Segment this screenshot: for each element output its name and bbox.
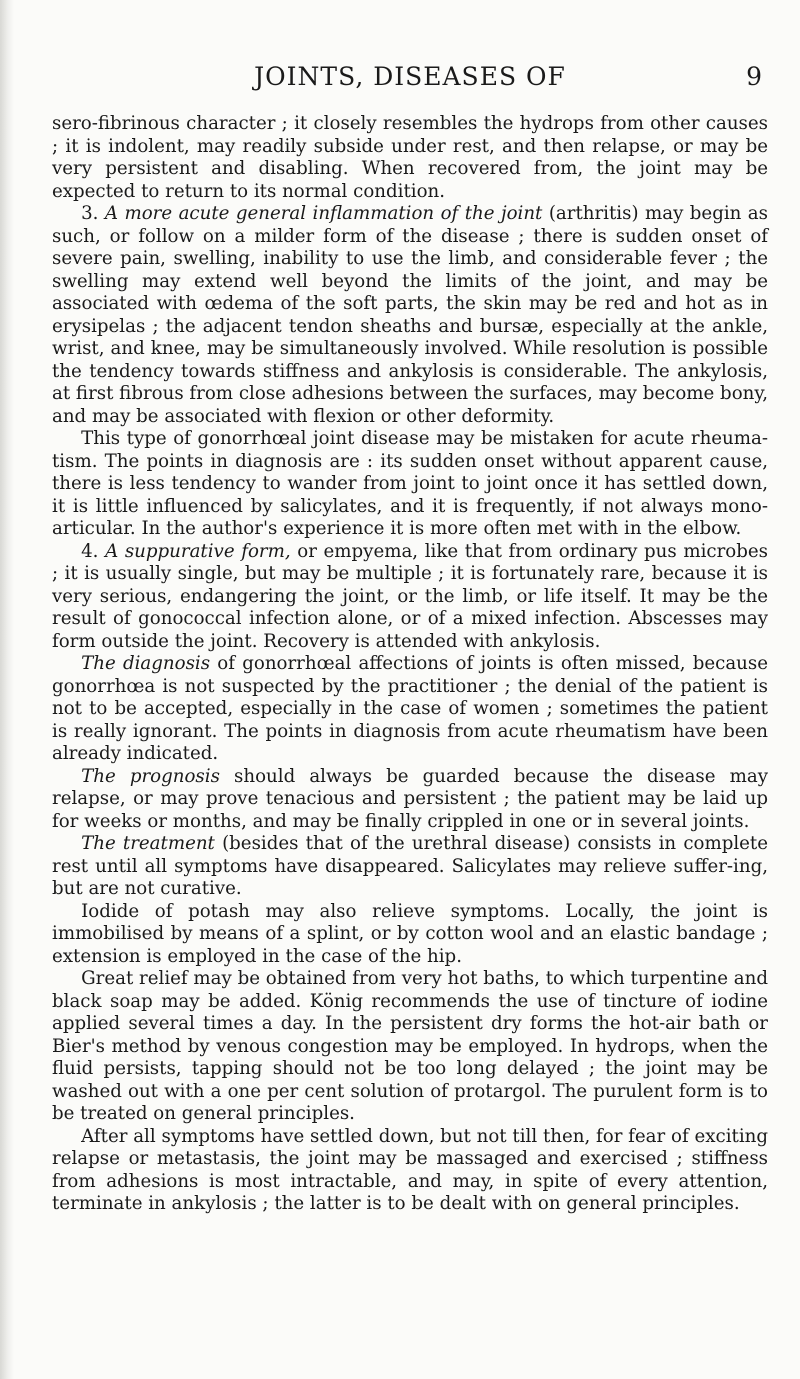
paragraph-4-italic-lead: A suppurative form, <box>105 540 291 562</box>
paragraph-4-prefix: 4. <box>81 540 106 562</box>
paragraph-1 <box>52 113 768 203</box>
paragraph-5-text: of gonorrhœal affections of joints is often missed, because gonorrhœa is not suspected by the practitioner ; the denial of the patient is not to be accepted, especially in the case of women ; sometimes the patient is really ignorant. The points in diagnosis from acute rheumatism have been already indicated. <box>52 653 768 764</box>
body-text <box>52 113 768 1216</box>
paragraph-8 <box>52 901 768 969</box>
paragraph-7-text: (besides that of the urethral disease) consists in complete rest until all symptoms have disappeared. Salicylates may relieve suffer-ing, but are not curative. <box>52 833 769 899</box>
paragraph-7 <box>52 833 768 901</box>
paragraph-4 <box>52 541 768 654</box>
paragraph-3-text: This type of gonorrhœal joint disease may be mistaken for acute rheuma-tism. The points in diagnosis are : its sudden onset without apparent cause, there is less tendency to wander from joint to joint once it has settled down, it is little influenced by salicylates, and it is frequently, if not always mono-articular. In the author's experience it is more often met with in the elbow. <box>52 428 768 539</box>
paragraph-5-italic-lead: The diagnosis <box>81 653 211 674</box>
paragraph-2-italic-lead: A more acute general inflammation of the joint <box>104 203 543 224</box>
paragraph-8-text: Iodide of potash may also relieve symptoms. Locally, the joint is immobilised by means of a splint, or by cotton wool and an elastic bandage ; extension is employed in the case of the hip. <box>52 900 768 967</box>
page-gutter-shadow <box>0 0 14 1379</box>
paragraph-4-text: or empyema, like that from ordinary pus microbes ; it is usually single, but may be multiple ; it is fortunately rare, because it is very serious, endangering the joint, or the limb, or life itself. It may be the result of gonococcal infection alone, or of a mixed infection. Abscesses may form outside the joint. Recovery is attended with ankylosis. <box>52 540 768 652</box>
paragraph-7-italic-lead: The treatment <box>81 833 215 854</box>
paragraph-10-text: After all symptoms have settled down, but not till then, for fear of exciting relapse or metastasis, the joint may be massaged and exercised ; stiffness from adhesions is most intractable, and may, in spite of every attention, terminate in ankylosis ; the latter is to be dealt with on general principles. <box>52 1125 768 1214</box>
paragraph-6-italic-lead: The prognosis <box>81 765 220 787</box>
paragraph-9 <box>52 968 768 1126</box>
paragraph-10 <box>52 1126 768 1216</box>
page-number: 9 <box>746 62 762 91</box>
paragraph-9-text: Great relief may be obtained from very hot baths, to which turpentine and black soap may be added. König recommends the use of tincture of iodine applied several times a day. In the persistent dry forms the hot-air bath or Bier's method by venous congestion may be employed. In hydrops, when the fluid persists, tapping should not be too long delayed ; the joint may be washed out with a one per cent solution of protargol. The purulent form is to be treated on general principles. <box>52 968 768 1124</box>
paragraph-2-prefix: 3. <box>81 203 105 224</box>
paragraph-6-text: should always be guarded because the disease may relapse, or may prove tenacious and persistent ; the patient may be laid up for weeks or months, and may be finally crippled in one or in several joints. <box>52 765 768 832</box>
running-title: JOINTS, DISEASES OF <box>254 62 566 91</box>
paragraph-2 <box>52 203 768 428</box>
paragraph-2-text: (arthritis) may begin as such, or follow on a milder form of the disease ; there is sudden onset of severe pain, swelling, inability to use the limb, and considerable fever ; the swelling may extend well beyond the limits of the joint, and may be associated with œdema of the soft parts, the skin may be red and hot as in erysipelas ; the adjacent tendon sheaths and bursæ, especially at the ankle, wrist, and knee, may be simultaneously involved. While resolution is possible the tendency towards stiffness and ankylosis is considerable. The ankylosis, at first fibrous from close adhesions between the surfaces, may become bony, and may be associated with flexion or other deformity. <box>52 203 769 427</box>
paragraph-3 <box>52 428 768 541</box>
paragraph-1-text: sero-fibrinous character ; it closely resembles the hydrops from other causes ; it is indolent, may readily subside under rest, and then relapse, or may be very persistent and disabling. When recovered from, the joint may be expected to return to its normal condition. <box>52 113 768 202</box>
page-header <box>52 60 768 94</box>
paragraph-6 <box>52 766 768 834</box>
paragraph-5 <box>52 653 768 766</box>
